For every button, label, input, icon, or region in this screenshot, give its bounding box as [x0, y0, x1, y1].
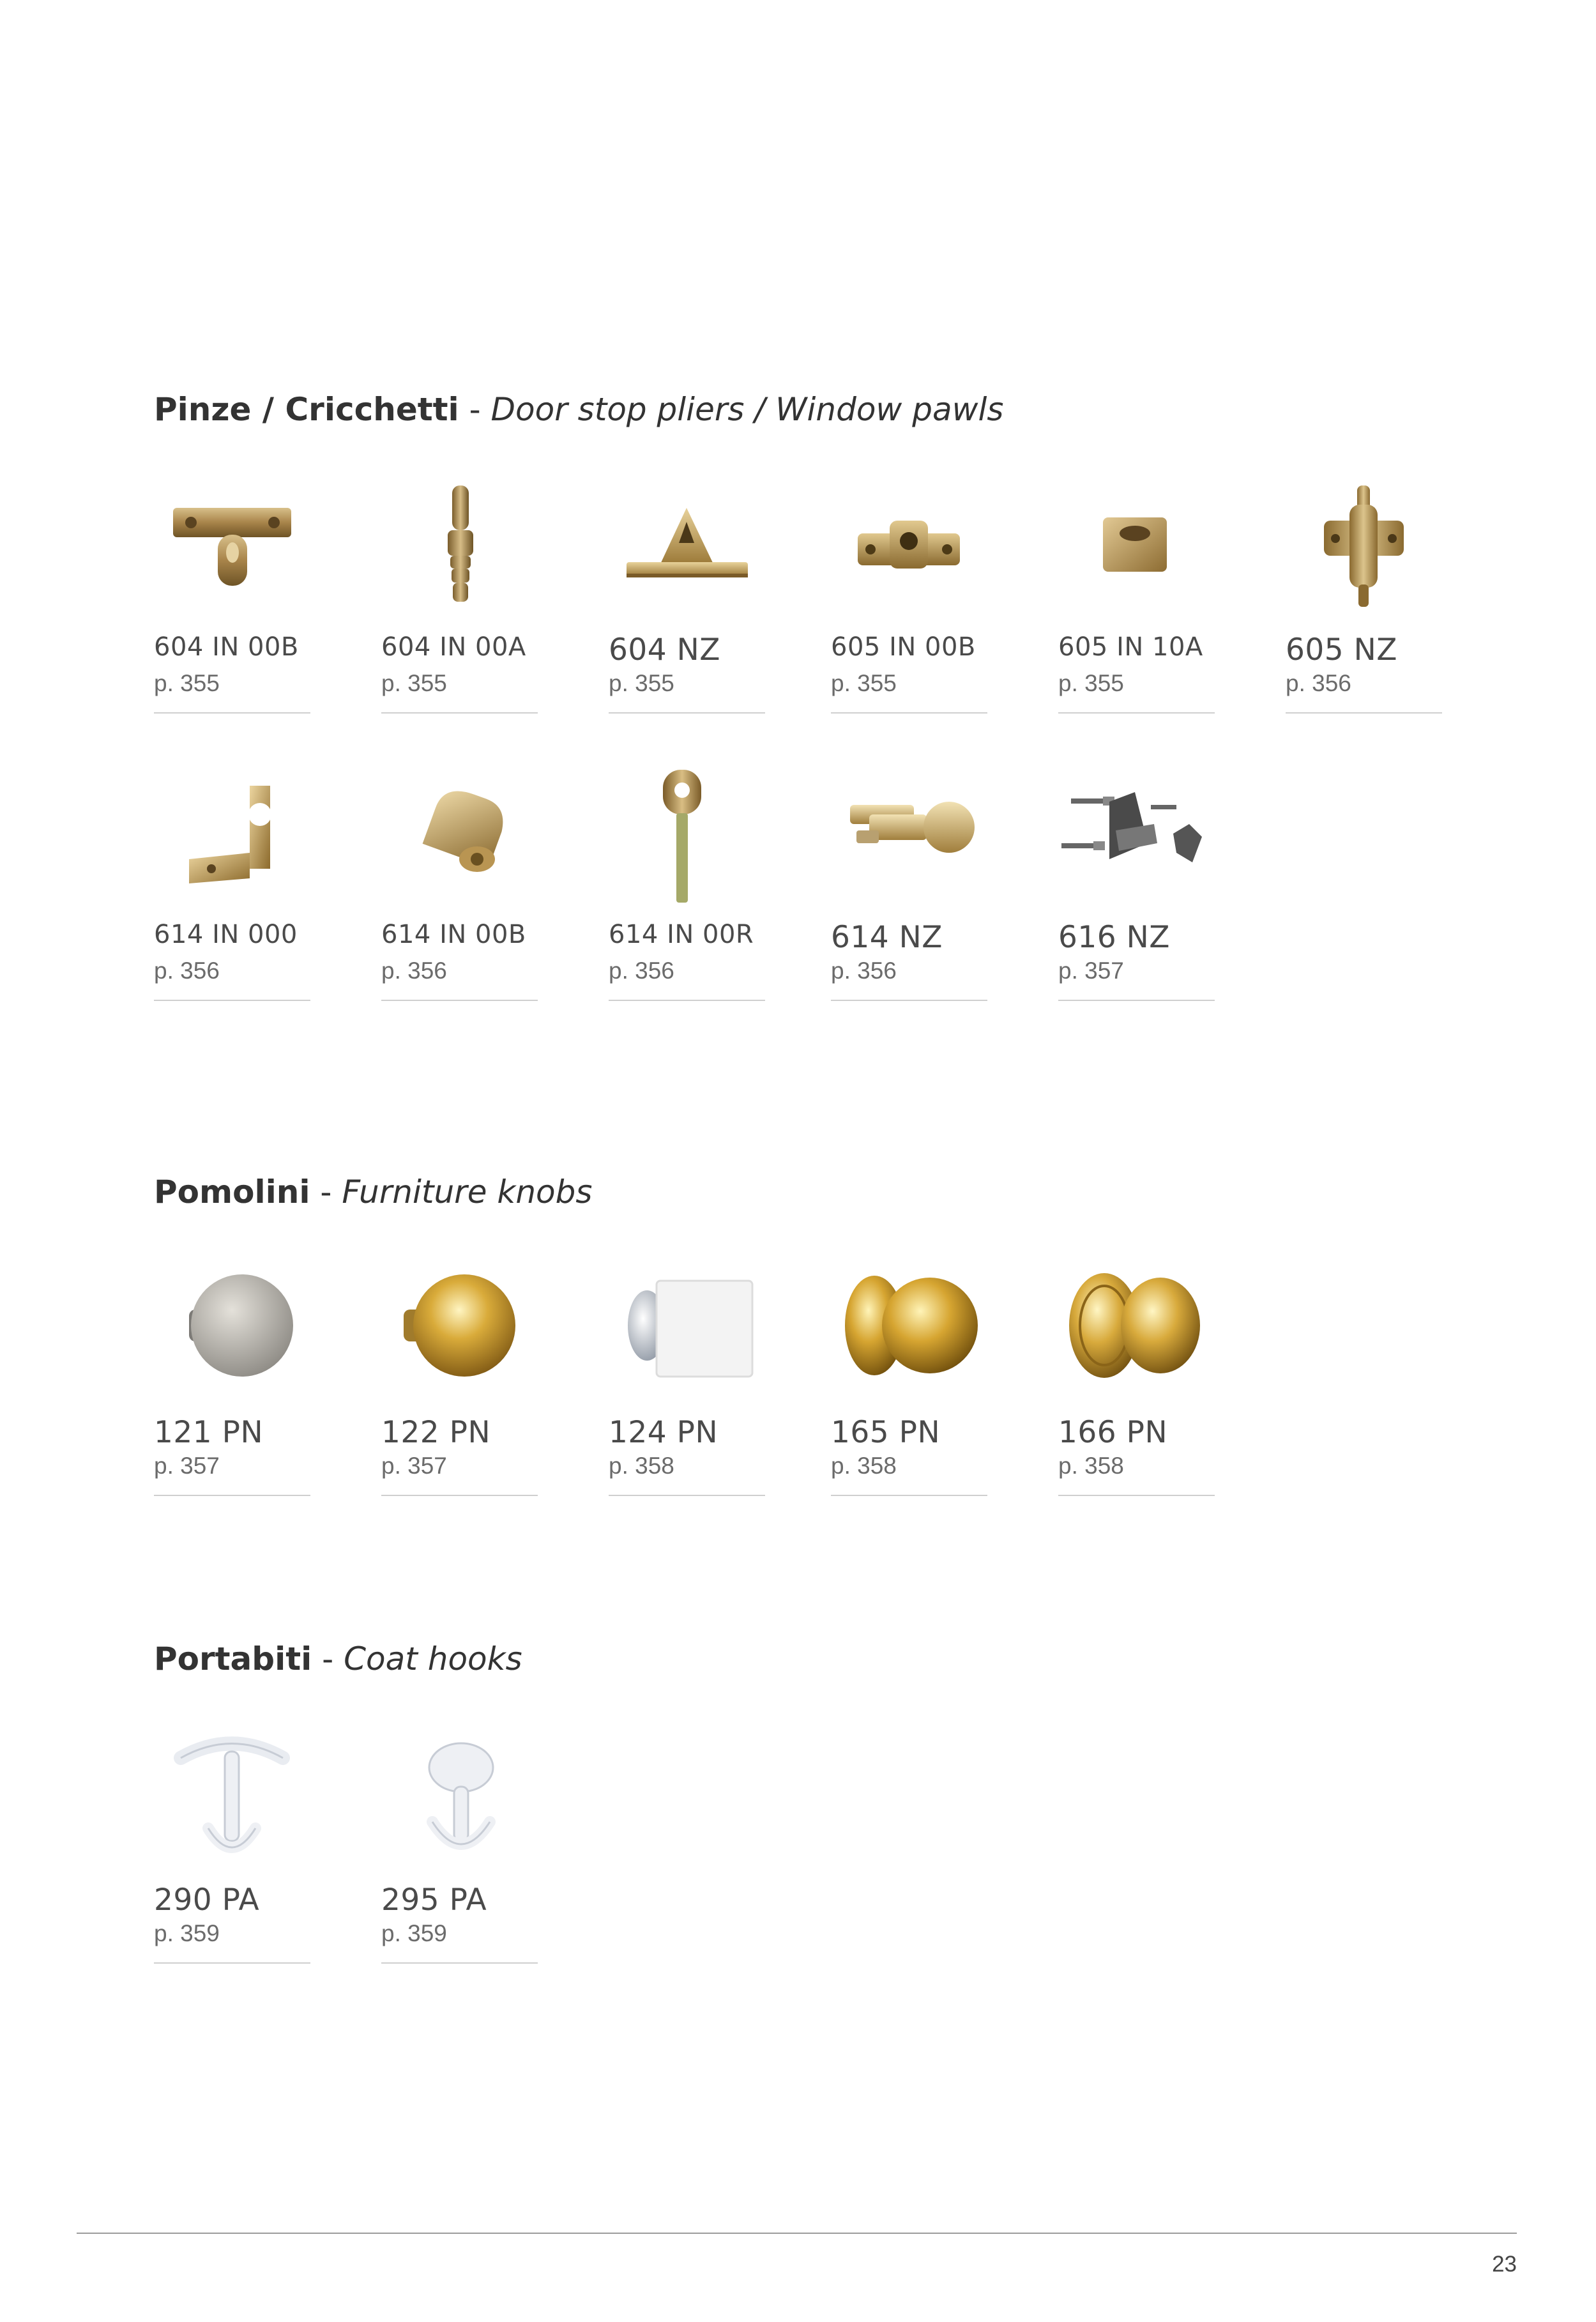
divider [154, 712, 310, 714]
product-code: 604 IN 00A [381, 632, 526, 662]
window-pawl-bracket-icon [831, 482, 987, 623]
divider [609, 1000, 765, 1001]
page-reference[interactable]: p. 357 [154, 1453, 220, 1479]
divider [1058, 1000, 1215, 1001]
barrel-bolt-icon [831, 770, 987, 910]
page-reference[interactable]: p. 356 [381, 958, 447, 984]
product-code: 605 NZ [1286, 632, 1398, 668]
knob-coat-hook-icon [381, 1732, 538, 1873]
stone-knob-icon [154, 1265, 310, 1405]
product-code: 290 PA [154, 1883, 260, 1918]
product-code: 605 IN 10A [1058, 632, 1203, 662]
product-code: 166 PN [1058, 1415, 1168, 1450]
square-knob-icon [609, 1265, 765, 1405]
page-reference[interactable]: p. 358 [831, 1453, 897, 1479]
page-number: 23 [1492, 2252, 1517, 2277]
page-reference[interactable]: p. 355 [381, 670, 447, 696]
divider [609, 712, 765, 714]
page-reference[interactable]: p. 356 [831, 958, 897, 984]
brass-round-knob-icon [381, 1265, 538, 1405]
section-title: Pomolini - Furniture knobs [154, 1173, 593, 1211]
product-code: 165 PN [831, 1415, 941, 1450]
divider [1286, 712, 1442, 714]
cross-pawl-icon [1286, 482, 1442, 623]
page-reference[interactable]: p. 355 [154, 670, 220, 696]
page-reference[interactable]: p. 356 [1286, 670, 1351, 696]
divider [1058, 712, 1215, 714]
divider [1058, 1495, 1215, 1496]
threaded-pin-icon [381, 482, 538, 623]
divider [381, 1000, 538, 1001]
divider [609, 1495, 765, 1496]
page-reference[interactable]: p. 357 [1058, 958, 1124, 984]
page-reference[interactable]: p. 356 [154, 958, 220, 984]
page-reference[interactable]: p. 358 [609, 1453, 674, 1479]
brass-ball-knob-icon [831, 1265, 987, 1405]
product-code: 604 IN 00B [154, 632, 299, 662]
brass-oval-knob-icon [1058, 1265, 1215, 1405]
product-code: 614 IN 000 [154, 920, 298, 949]
divider [154, 1962, 310, 1964]
section-title: Pinze / Cricchetti - Door stop pliers / Window pawls [154, 391, 1004, 428]
divider [831, 712, 987, 714]
divider [381, 712, 538, 714]
product-code: 122 PN [381, 1415, 491, 1450]
page-reference[interactable]: p. 355 [609, 670, 674, 696]
product-code: 604 NZ [609, 632, 721, 668]
page-reference[interactable]: p. 357 [381, 1453, 447, 1479]
divider [154, 1000, 310, 1001]
product-code: 295 PA [381, 1883, 487, 1918]
product-code: 614 IN 00R [609, 920, 754, 949]
double-coat-hook-icon [154, 1732, 310, 1873]
triangle-plier-icon [609, 482, 765, 623]
square-block-icon [1058, 482, 1215, 623]
eye-bolt-icon [609, 770, 765, 910]
page-reference[interactable]: p. 358 [1058, 1453, 1124, 1479]
product-code: 616 NZ [1058, 920, 1171, 955]
door-stop-plier-plate-icon [154, 482, 310, 623]
footer-divider [77, 2233, 1517, 2234]
product-code: 121 PN [154, 1415, 264, 1450]
divider [154, 1495, 310, 1496]
catch-kit-icon [1058, 770, 1215, 910]
page-reference[interactable]: p. 355 [1058, 670, 1124, 696]
cylinder-block-icon [381, 770, 538, 910]
page-reference[interactable]: p. 355 [831, 670, 897, 696]
angle-bracket-icon [154, 770, 310, 910]
product-code: 605 IN 00B [831, 632, 976, 662]
section-title: Portabiti - Coat hooks [154, 1640, 522, 1677]
page-reference[interactable]: p. 359 [381, 1920, 447, 1946]
product-code: 124 PN [609, 1415, 718, 1450]
page-reference[interactable]: p. 359 [154, 1920, 220, 1946]
page-reference[interactable]: p. 356 [609, 958, 674, 984]
divider [381, 1495, 538, 1496]
product-code: 614 IN 00B [381, 920, 526, 949]
divider [381, 1962, 538, 1964]
divider [831, 1495, 987, 1496]
product-code: 614 NZ [831, 920, 943, 955]
divider [831, 1000, 987, 1001]
